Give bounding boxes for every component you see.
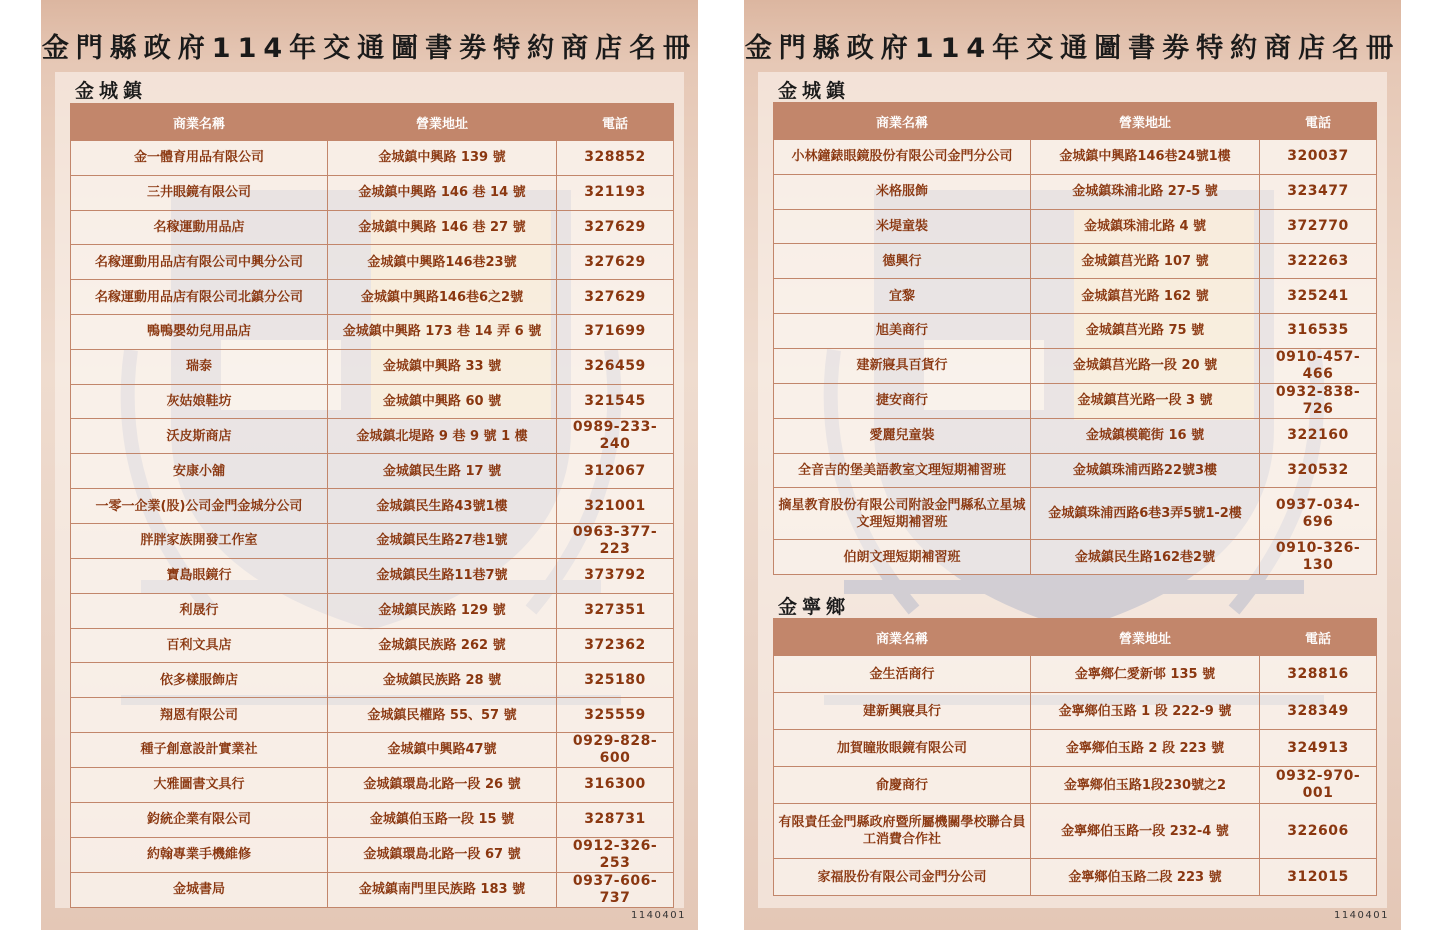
cell-address: 金寧鄉伯玉路一段 232-4 號 — [1031, 804, 1260, 859]
cell-address: 金城鎮中興路47號 — [328, 732, 557, 767]
cell-store-name: 俞慶商行 — [774, 767, 1031, 804]
cell-phone: 327629 — [557, 280, 674, 315]
table-row — [71, 872, 674, 907]
section-title-jinning: 金寧鄉 — [778, 596, 851, 618]
cell-phone: 0937-606-737 — [557, 872, 674, 907]
table-row — [71, 489, 674, 524]
cell-phone: 0932-970-001 — [1260, 767, 1377, 804]
cell-address: 金城鎮環島北路一段 67 號 — [328, 837, 557, 872]
cell-store-name: 宜黎 — [774, 279, 1031, 314]
cell-store-name: 種子創意設計實業社 — [71, 732, 328, 767]
cell-store-name: 大雅圖書文具行 — [71, 767, 328, 802]
cell-store-name: 摘星教育股份有限公司附設金門縣私立星城文理短期補習班 — [774, 488, 1031, 540]
cell-address: 金城鎮莒光路一段 3 號 — [1031, 383, 1260, 418]
cell-store-name: 名稼運動用品店有限公司北鎮分公司 — [71, 280, 328, 315]
table-row — [71, 558, 674, 593]
cell-store-name: 加賀瞳妝眼鏡有限公司 — [774, 730, 1031, 767]
cell-phone: 372362 — [557, 628, 674, 663]
cell-phone: 371699 — [557, 314, 674, 349]
cell-phone: 0912-326-253 — [557, 837, 674, 872]
cell-address: 金城鎮北堤路 9 巷 9 號 1 樓 — [328, 419, 557, 454]
cell-phone: 320037 — [1260, 140, 1377, 175]
left-page — [41, 0, 698, 930]
cell-store-name: 金城書局 — [71, 872, 328, 907]
cell-phone: 327629 — [557, 210, 674, 245]
cell-phone: 373792 — [557, 558, 674, 593]
table-row — [774, 767, 1377, 804]
cell-store-name: 安康小舖 — [71, 454, 328, 489]
cell-address: 金寧鄉伯玉路 2 段 223 號 — [1031, 730, 1260, 767]
cell-address: 金城鎮珠浦北路 27-5 號 — [1031, 174, 1260, 209]
cell-address: 金城鎮莒光路 107 號 — [1031, 244, 1260, 279]
store-table-left — [70, 103, 674, 908]
table-row — [71, 141, 674, 176]
page-title: 金門縣政府114年交通圖書劵特約商店名冊 — [744, 33, 1401, 64]
cell-address: 金寧鄉仁愛新邨 135 號 — [1031, 656, 1260, 693]
cell-store-name: 有限責任金門縣政府暨所屬機關學校聯合員工消費合作社 — [774, 804, 1031, 859]
cell-address: 金城鎮中興路146巷6之2號 — [328, 280, 557, 315]
cell-address: 金城鎮中興路 146 巷 14 號 — [328, 175, 557, 210]
cell-phone: 312067 — [557, 454, 674, 489]
cell-address: 金城鎮中興路 173 巷 14 弄 6 號 — [328, 314, 557, 349]
cell-phone: 0963-377-223 — [557, 523, 674, 558]
cell-phone: 321193 — [557, 175, 674, 210]
cell-address: 金城鎮中興路 139 號 — [328, 141, 557, 176]
cell-store-name: 德興行 — [774, 244, 1031, 279]
column-header-address: 營業地址 — [328, 104, 557, 141]
cell-phone: 0932-838-726 — [1260, 383, 1377, 418]
cell-address: 金寧鄉伯玉路 1 段 222-9 號 — [1031, 693, 1260, 730]
cell-phone: 328852 — [557, 141, 674, 176]
cell-address: 金城鎮民權路 55、57 號 — [328, 698, 557, 733]
cell-phone: 328349 — [1260, 693, 1377, 730]
column-header-phone: 電話 — [1260, 103, 1377, 140]
cell-address: 金城鎮民族路 262 號 — [328, 628, 557, 663]
table-row — [774, 418, 1377, 453]
cell-store-name: 建新興寢具行 — [774, 693, 1031, 730]
cell-address: 金城鎮莒光路 75 號 — [1031, 313, 1260, 348]
cell-phone: 321545 — [557, 384, 674, 419]
cell-address: 金城鎮民生路 17 號 — [328, 454, 557, 489]
cell-phone: 372770 — [1260, 209, 1377, 244]
cell-address: 金城鎮民生路162巷2號 — [1031, 540, 1260, 575]
cell-address: 金城鎮模範街 16 號 — [1031, 418, 1260, 453]
table-row — [774, 174, 1377, 209]
cell-address: 金城鎮伯玉路一段 15 號 — [328, 802, 557, 837]
cell-store-name: 米堤童裝 — [774, 209, 1031, 244]
cell-phone: 322263 — [1260, 244, 1377, 279]
table-row — [774, 140, 1377, 175]
table-row — [774, 656, 1377, 693]
cell-store-name: 愛麗兒童裝 — [774, 418, 1031, 453]
cell-phone: 0910-457-466 — [1260, 348, 1377, 383]
cell-store-name: 鴨鴨嬰幼兒用品店 — [71, 314, 328, 349]
cell-phone: 322160 — [1260, 418, 1377, 453]
table-body — [774, 140, 1377, 575]
cell-store-name: 名稼運動用品店 — [71, 210, 328, 245]
cell-phone: 0937-034-696 — [1260, 488, 1377, 540]
cell-phone: 0910-326-130 — [1260, 540, 1377, 575]
cell-phone: 316535 — [1260, 313, 1377, 348]
column-header-phone: 電話 — [1260, 619, 1377, 656]
document-code: 1140401 — [630, 910, 686, 921]
cell-address: 金城鎮莒光路 162 號 — [1031, 279, 1260, 314]
table-row — [71, 349, 674, 384]
table-row — [71, 210, 674, 245]
cell-address: 金城鎮民生路11巷7號 — [328, 558, 557, 593]
cell-phone: 327629 — [557, 245, 674, 280]
cell-address: 金城鎮珠浦西路6巷3弄5號1-2樓 — [1031, 488, 1260, 540]
section-title-jincheng: 金城鎮 — [75, 80, 148, 102]
cell-store-name: 建新寢具百貨行 — [774, 348, 1031, 383]
cell-store-name: 利晟行 — [71, 593, 328, 628]
column-header-address: 營業地址 — [1031, 619, 1260, 656]
cell-address: 金城鎮珠浦北路 4 號 — [1031, 209, 1260, 244]
cell-phone: 325241 — [1260, 279, 1377, 314]
cell-store-name: 灰姑娘鞋坊 — [71, 384, 328, 419]
cell-address: 金城鎮民生路43號1樓 — [328, 489, 557, 524]
cell-address: 金城鎮民族路 28 號 — [328, 663, 557, 698]
cell-address: 金城鎮環島北路一段 26 號 — [328, 767, 557, 802]
cell-store-name: 家福股份有限公司金門分公司 — [774, 859, 1031, 896]
cell-store-name: 一零一企業(股)公司金門金城分公司 — [71, 489, 328, 524]
cell-phone: 320532 — [1260, 453, 1377, 488]
table-header-row — [774, 103, 1377, 140]
table-body — [71, 141, 674, 908]
cell-store-name: 名稼運動用品店有限公司中興分公司 — [71, 245, 328, 280]
cell-phone: 323477 — [1260, 174, 1377, 209]
cell-store-name: 捷安商行 — [774, 383, 1031, 418]
table-row — [774, 348, 1377, 383]
column-header-name: 商業名稱 — [774, 103, 1031, 140]
page-title: 金門縣政府114年交通圖書劵特約商店名冊 — [41, 33, 698, 64]
cell-address: 金寧鄉伯玉路二段 223 號 — [1031, 859, 1260, 896]
table-row — [71, 245, 674, 280]
table-row — [774, 859, 1377, 896]
table-body — [774, 656, 1377, 896]
cell-store-name: 鈞統企業有限公司 — [71, 802, 328, 837]
cell-phone: 312015 — [1260, 859, 1377, 896]
cell-store-name: 小林鐘錶眼鏡股份有限公司金門分公司 — [774, 140, 1031, 175]
table-row — [71, 732, 674, 767]
cell-store-name: 米格服飾 — [774, 174, 1031, 209]
table-row — [774, 488, 1377, 540]
column-header-address: 營業地址 — [1031, 103, 1260, 140]
cell-phone: 325559 — [557, 698, 674, 733]
document-code: 1140401 — [1333, 910, 1389, 921]
cell-store-name: 金一體育用品有限公司 — [71, 141, 328, 176]
cell-store-name: 瑞泰 — [71, 349, 328, 384]
cell-store-name: 金生活商行 — [774, 656, 1031, 693]
table-row — [71, 175, 674, 210]
cell-address: 金城鎮中興路 60 號 — [328, 384, 557, 419]
cell-phone: 327351 — [557, 593, 674, 628]
cell-address: 金城鎮中興路146巷23號 — [328, 245, 557, 280]
column-header-name: 商業名稱 — [71, 104, 328, 141]
table-row — [71, 419, 674, 454]
table-row — [71, 593, 674, 628]
cell-phone: 328731 — [557, 802, 674, 837]
cell-phone: 321001 — [557, 489, 674, 524]
table-row — [71, 767, 674, 802]
cell-phone: 328816 — [1260, 656, 1377, 693]
cell-store-name: 胖胖家族開發工作室 — [71, 523, 328, 558]
table-row — [774, 453, 1377, 488]
table-row — [774, 244, 1377, 279]
table-row — [774, 313, 1377, 348]
table-header-row — [774, 619, 1377, 656]
table-row — [774, 804, 1377, 859]
cell-phone: 322606 — [1260, 804, 1377, 859]
table-row — [71, 837, 674, 872]
table-row — [774, 209, 1377, 244]
cell-address: 金城鎮中興路146巷24號1樓 — [1031, 140, 1260, 175]
table-row — [71, 454, 674, 489]
cell-phone: 325180 — [557, 663, 674, 698]
cell-store-name: 翔恩有限公司 — [71, 698, 328, 733]
table-row — [71, 523, 674, 558]
column-header-name: 商業名稱 — [774, 619, 1031, 656]
table-row — [774, 540, 1377, 575]
cell-phone: 326459 — [557, 349, 674, 384]
table-row — [71, 663, 674, 698]
section-title-jincheng: 金城鎮 — [778, 80, 851, 102]
cell-phone: 324913 — [1260, 730, 1377, 767]
cell-phone: 0929-828-600 — [557, 732, 674, 767]
cell-address: 金寧鄉伯玉路1段230號之2 — [1031, 767, 1260, 804]
table-row — [71, 802, 674, 837]
column-header-phone: 電話 — [557, 104, 674, 141]
cell-phone: 0989-233-240 — [557, 419, 674, 454]
cell-address: 金城鎮中興路 146 巷 27 號 — [328, 210, 557, 245]
cell-address: 金城鎮中興路 33 號 — [328, 349, 557, 384]
cell-address: 金城鎮民族路 129 號 — [328, 593, 557, 628]
table-row — [71, 280, 674, 315]
cell-store-name: 寶島眼鏡行 — [71, 558, 328, 593]
cell-store-name: 約翰專業手機維修 — [71, 837, 328, 872]
cell-address: 金城鎮南門里民族路 183 號 — [328, 872, 557, 907]
table-row — [71, 384, 674, 419]
table-row — [71, 314, 674, 349]
table-row — [774, 383, 1377, 418]
table-row — [71, 698, 674, 733]
store-table-right-jincheng — [773, 102, 1377, 575]
cell-store-name: 伯朗文理短期補習班 — [774, 540, 1031, 575]
cell-address: 金城鎮莒光路一段 20 號 — [1031, 348, 1260, 383]
cell-phone: 316300 — [557, 767, 674, 802]
cell-store-name: 三井眼鏡有限公司 — [71, 175, 328, 210]
cell-store-name: 旭美商行 — [774, 313, 1031, 348]
cell-store-name: 依多樣服飾店 — [71, 663, 328, 698]
cell-address: 金城鎮珠浦西路22號3樓 — [1031, 453, 1260, 488]
cell-store-name: 沃皮斯商店 — [71, 419, 328, 454]
store-table-right-jinning — [773, 618, 1377, 896]
cell-store-name: 百利文具店 — [71, 628, 328, 663]
cell-address: 金城鎮民生路27巷1號 — [328, 523, 557, 558]
table-row — [774, 279, 1377, 314]
right-page — [744, 0, 1401, 930]
cell-store-name: 全音吉的堡美語教室文理短期補習班 — [774, 453, 1031, 488]
table-row — [774, 730, 1377, 767]
table-header-row — [71, 104, 674, 141]
table-row — [71, 628, 674, 663]
table-row — [774, 693, 1377, 730]
